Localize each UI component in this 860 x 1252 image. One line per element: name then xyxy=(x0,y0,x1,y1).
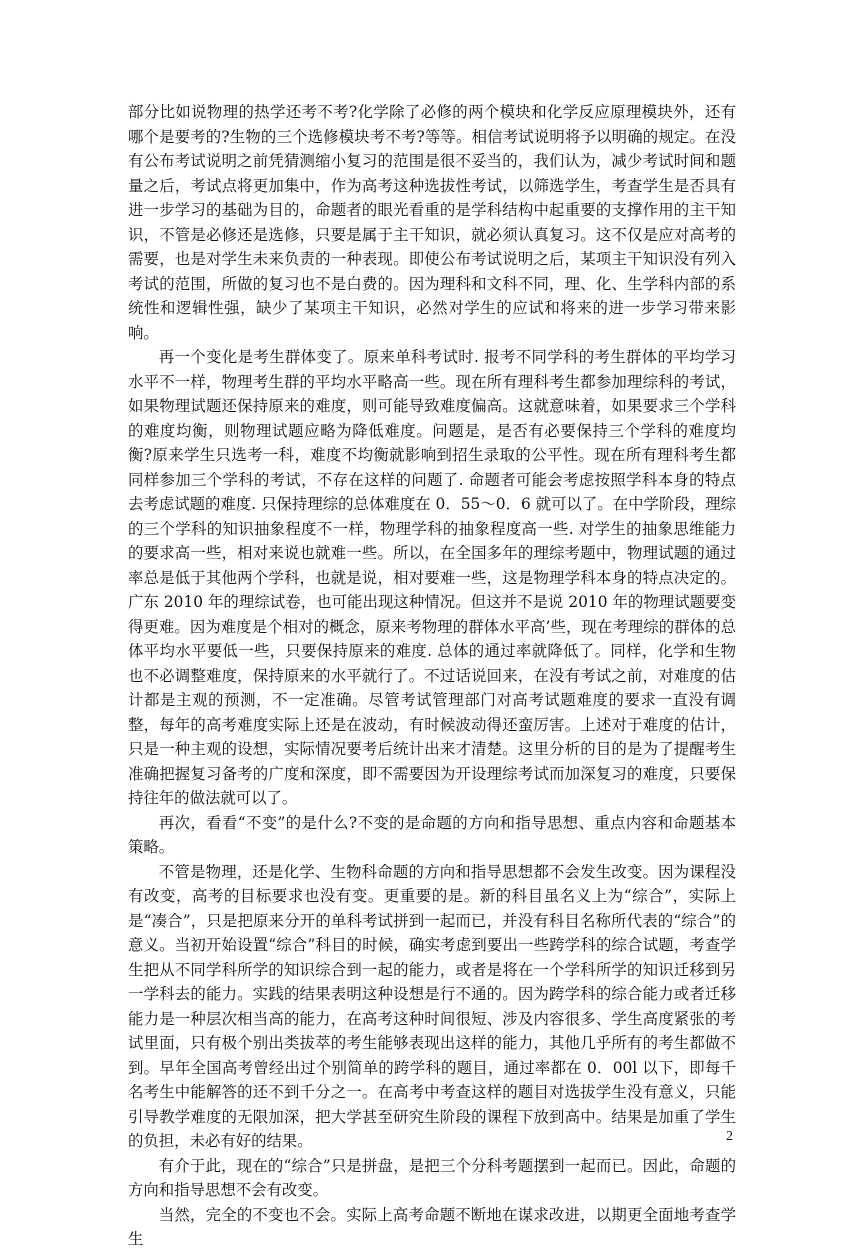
paragraph-2: 再一个变化是考生群体变了。原来单科考试时. 报考不同学科的考生群体的平均学习水平不一样，物理考生群的平均水平略高一些。现在所有理科考生都参加理综科的考试，如果物理试题还保持原来的难度，则可能导致难度偏高。这就意味着，如果要求三个学科的难度均衡，则物理试题应略为降低难度。问题是，是否有必要保持三个学科的难度均衡?原来学生只选考一科，难度不均衡就影响到招生录取的公平性。现在所有理科考生都同样参加三个学科的考试，不存在这样的问题了. 命题者可能会考虑按照学科本身的特点去考虑试题的难度. 只保持理综的总体难度在 0．55～0．6 就可以了。在中学阶段，理综的三个学科的知识抽象程度不一样，物理学科的抽象程度高一些. 对学生的抽象思维能力的要求高一些，相对来说也就难一些。所以，在全国多年的理综考题中，物理试题的通过率总是低于其他两个学科，也就是说，相对要难一些，这是物理学科本身的特点决定的。广东 2010 年的理综试卷，也可能出现这种情况。但这并不是说 2010 年的物理试题要变得更难。因为难度是个相对的概念，原来考物理的群体水平高’些，现在考理综的群体的总体平均水平要低一些，只要保持原来的难度. 总体的通过率就降低了。同样，化学和生物也不必调整难度，保持原来的水平就行了。不过话说回来，在没有考试之前，对难度的估计都是主观的预测，不一定准确。尽管考试管理部门对高考试题难度的要求一直没有调整，每年的高考难度实际上还是在波动，有时候波动得还蛮厉害。上述对于难度的估计，只是一种主观的设想，实际情况要考后统计出来才清楚。这里分析的目的是为了提醒考生准确把握复习备考的广度和深度，即不需要因为开设理综考试而加深复习的难度，只要保持往年的做法就可以了。 xyxy=(128,348,736,807)
paragraph-5: 有介于此，现在的“综合”只是拼盘，是把三个分科考题摆到一起而已。因此，命题的方向和指导思想不会有改变。 xyxy=(128,1156,736,1199)
document-body xyxy=(128,100,736,1252)
page-number: 2 xyxy=(726,1129,733,1144)
paragraph-6: 当然，完全的不变也不会。实际上高考命题不断地在谋求改进，以期更全面地考查学生 xyxy=(128,1205,736,1248)
paragraph-3: 再次，看看“不变”的是什么?不变的是命题的方向和指导思想、重点内容和命题基本策略。 xyxy=(128,813,736,856)
paragraph-4: 不管是物理，还是化学、生物科命题的方向和指导思想都不会发生改变。因为课程没有改变，高考的目标要求也没有变。更重要的是。新的科目虽名义上为“综合”，实际上是“凑合”，只是把原来分开的单科考试拼到一起而已，并没有科目名称所代表的“综合”的意义。当初开始设置“综合”科目的时候，确实考虑到要出一些跨学科的综合试题，考查学生把从不同学科所学的知识综合到一起的能力，或者是将在一个学科所学的知识迁移到另一学科去的能力。实践的结果表明这种设想是行不通的。因为跨学科的综合能力或者迁移能力是一种层次相当高的能力，在高考这种时间很短、涉及内容很多、学生高度紧张的考试里面，只有极个别出类拔萃的考生能够表现出这样的能力，其他几乎所有的考生都做不到。早年全国高考曾经出过个别简单的跨学科的题目，通过率都在 0．00l 以下，即每千名考生中能解答的还不到千分之一。在高考中考查这样的题目对选拔学生没有意义，只能引导教学难度的无限加深，把大学甚至研究生阶段的课程下放到高中。结果是加重了学生的负担，未必有好的结果。 xyxy=(128,862,736,1150)
paragraph-1: 部分比如说物理的热学还考不考?化学除了必修的两个模块和化学反应原理模块外，还有哪个是要考的?生物的三个选修模块考不考?等等。相信考试说明将予以明确的规定。在没有公布考试说明之前凭猜测缩小复习的范围是很不妥当的，我们认为，减少考试时间和题量之后，考试点将更加集中，作为高考这种选拔性考试，以筛选学生，考查学生是否具有进一步学习的基础为目的，命题者的眼光看重的是学科结构中起重要的支撑作用的主干知识，不管是必修还是选修，只要是属于主干知识，就必须认真复习。这不仅是应对高考的需要，也是对学生未来负责的一种表现。即使公布考试说明之后，某项主干知识没有列入考试的范围，所做的复习也不是白费的。因为理科和文科不同，理、化、生学科内部的系统性和逻辑性强，缺少了某项主干知识，必然对学生的应试和将来的进一步学习带来影响。 xyxy=(128,103,736,342)
